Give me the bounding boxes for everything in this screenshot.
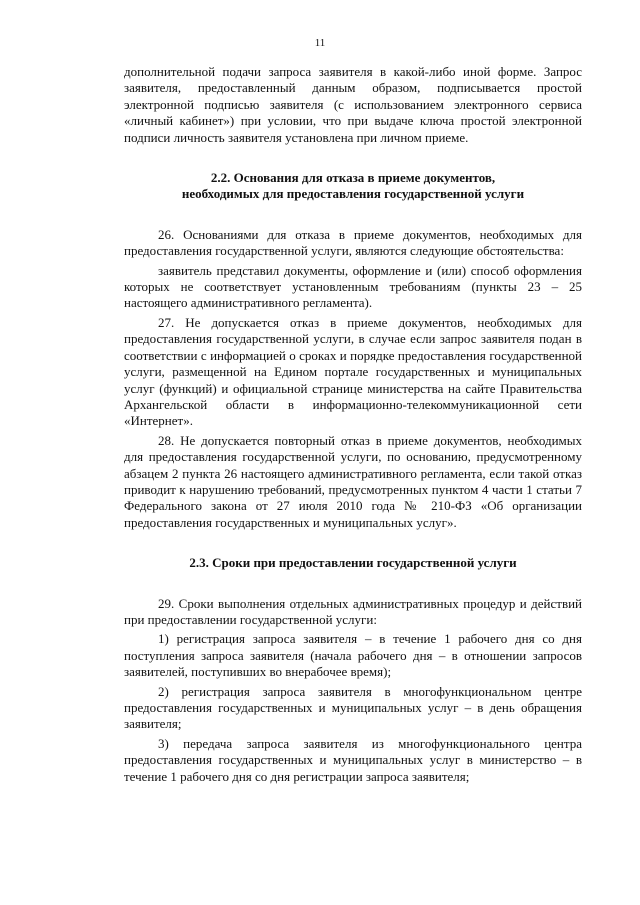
paragraph-29-item-2: 2) регистрация запроса заявителя в многофункциональном центре предоставления государственных и муниципальных услуг – в день обращения заявителя; [124, 683, 582, 732]
document-body [124, 64, 582, 785]
section-heading-2-2 [124, 170, 582, 203]
heading-line: 2.3. Сроки при предоставлении государственной услуги [189, 555, 517, 571]
page-number: 11 [314, 37, 326, 49]
paragraph-26-item: заявитель представил документы, оформление и (или) способ оформления которых не соответствует установленным требованиям (пункты 23 – 25 настоящего административного регламента). [124, 262, 582, 311]
paragraph-29-item-3: 3) передача запроса заявителя из многофункционального центра предоставления государственных и муниципальных услуг в министерство – в течение 1 рабочего дня со дня регистрации запроса заявителя; [124, 735, 582, 784]
paragraph-26: 26. Основаниями для отказа в приеме документов, необходимых для предоставления государственной услуги, являются следующие обстоятельства: [124, 226, 582, 259]
paragraph-continuation: дополнительной подачи запроса заявителя в какой-либо иной форме. Запрос заявителя, предоставленный данным образом, подписывается простой электронной подписью заявителя (с использованием электронного сервиса «личный кабинет») при условии, что при выдаче ключа простой электронной подписи личность заявителя установлена при личном приеме. [124, 64, 582, 145]
paragraph-29-item-1: 1) регистрация запроса заявителя – в течение 1 рабочего дня со дня поступления запроса заявителя (начала рабочего дня – в отношении запросов заявителей, поступивших во внерабочее время); [124, 631, 582, 680]
heading-line: 2.2. Основания для отказа в приеме документов, [210, 170, 496, 186]
section-heading-2-3 [124, 555, 582, 571]
paragraph-28: 28. Не допускается повторный отказ в приеме документов, необходимых для предоставления государственной услуги, по основанию, предусмотренному абзацем 2 пункта 26 настоящего административного регламента, если такой отказ приводит к нарушению требований, предусмотренных пунктом 4 части 1 статьи 7 Федерального закона от 27 июля 2010 года № 210-ФЗ «Об организации предоставления государственных и муниципальных услуг». [124, 432, 582, 530]
paragraph-27: 27. Не допускается отказ в приеме документов, необходимых для предоставления государственной услуги, в случае если запрос заявителя подан в соответствии с информацией о сроках и порядке предоставления государственной услуги, размещенной на Едином портале государственных и муниципальных услуг (функций) и официальной странице министерства на сайте Правительства Архангельской области в информационно-телекоммуникационной сети «Интернет». [124, 314, 582, 429]
heading-line: необходимых для предоставления государственной услуги [181, 186, 525, 202]
paragraph-29: 29. Сроки выполнения отдельных административных процедур и действий при предоставлении государственной услуги: [124, 595, 582, 627]
